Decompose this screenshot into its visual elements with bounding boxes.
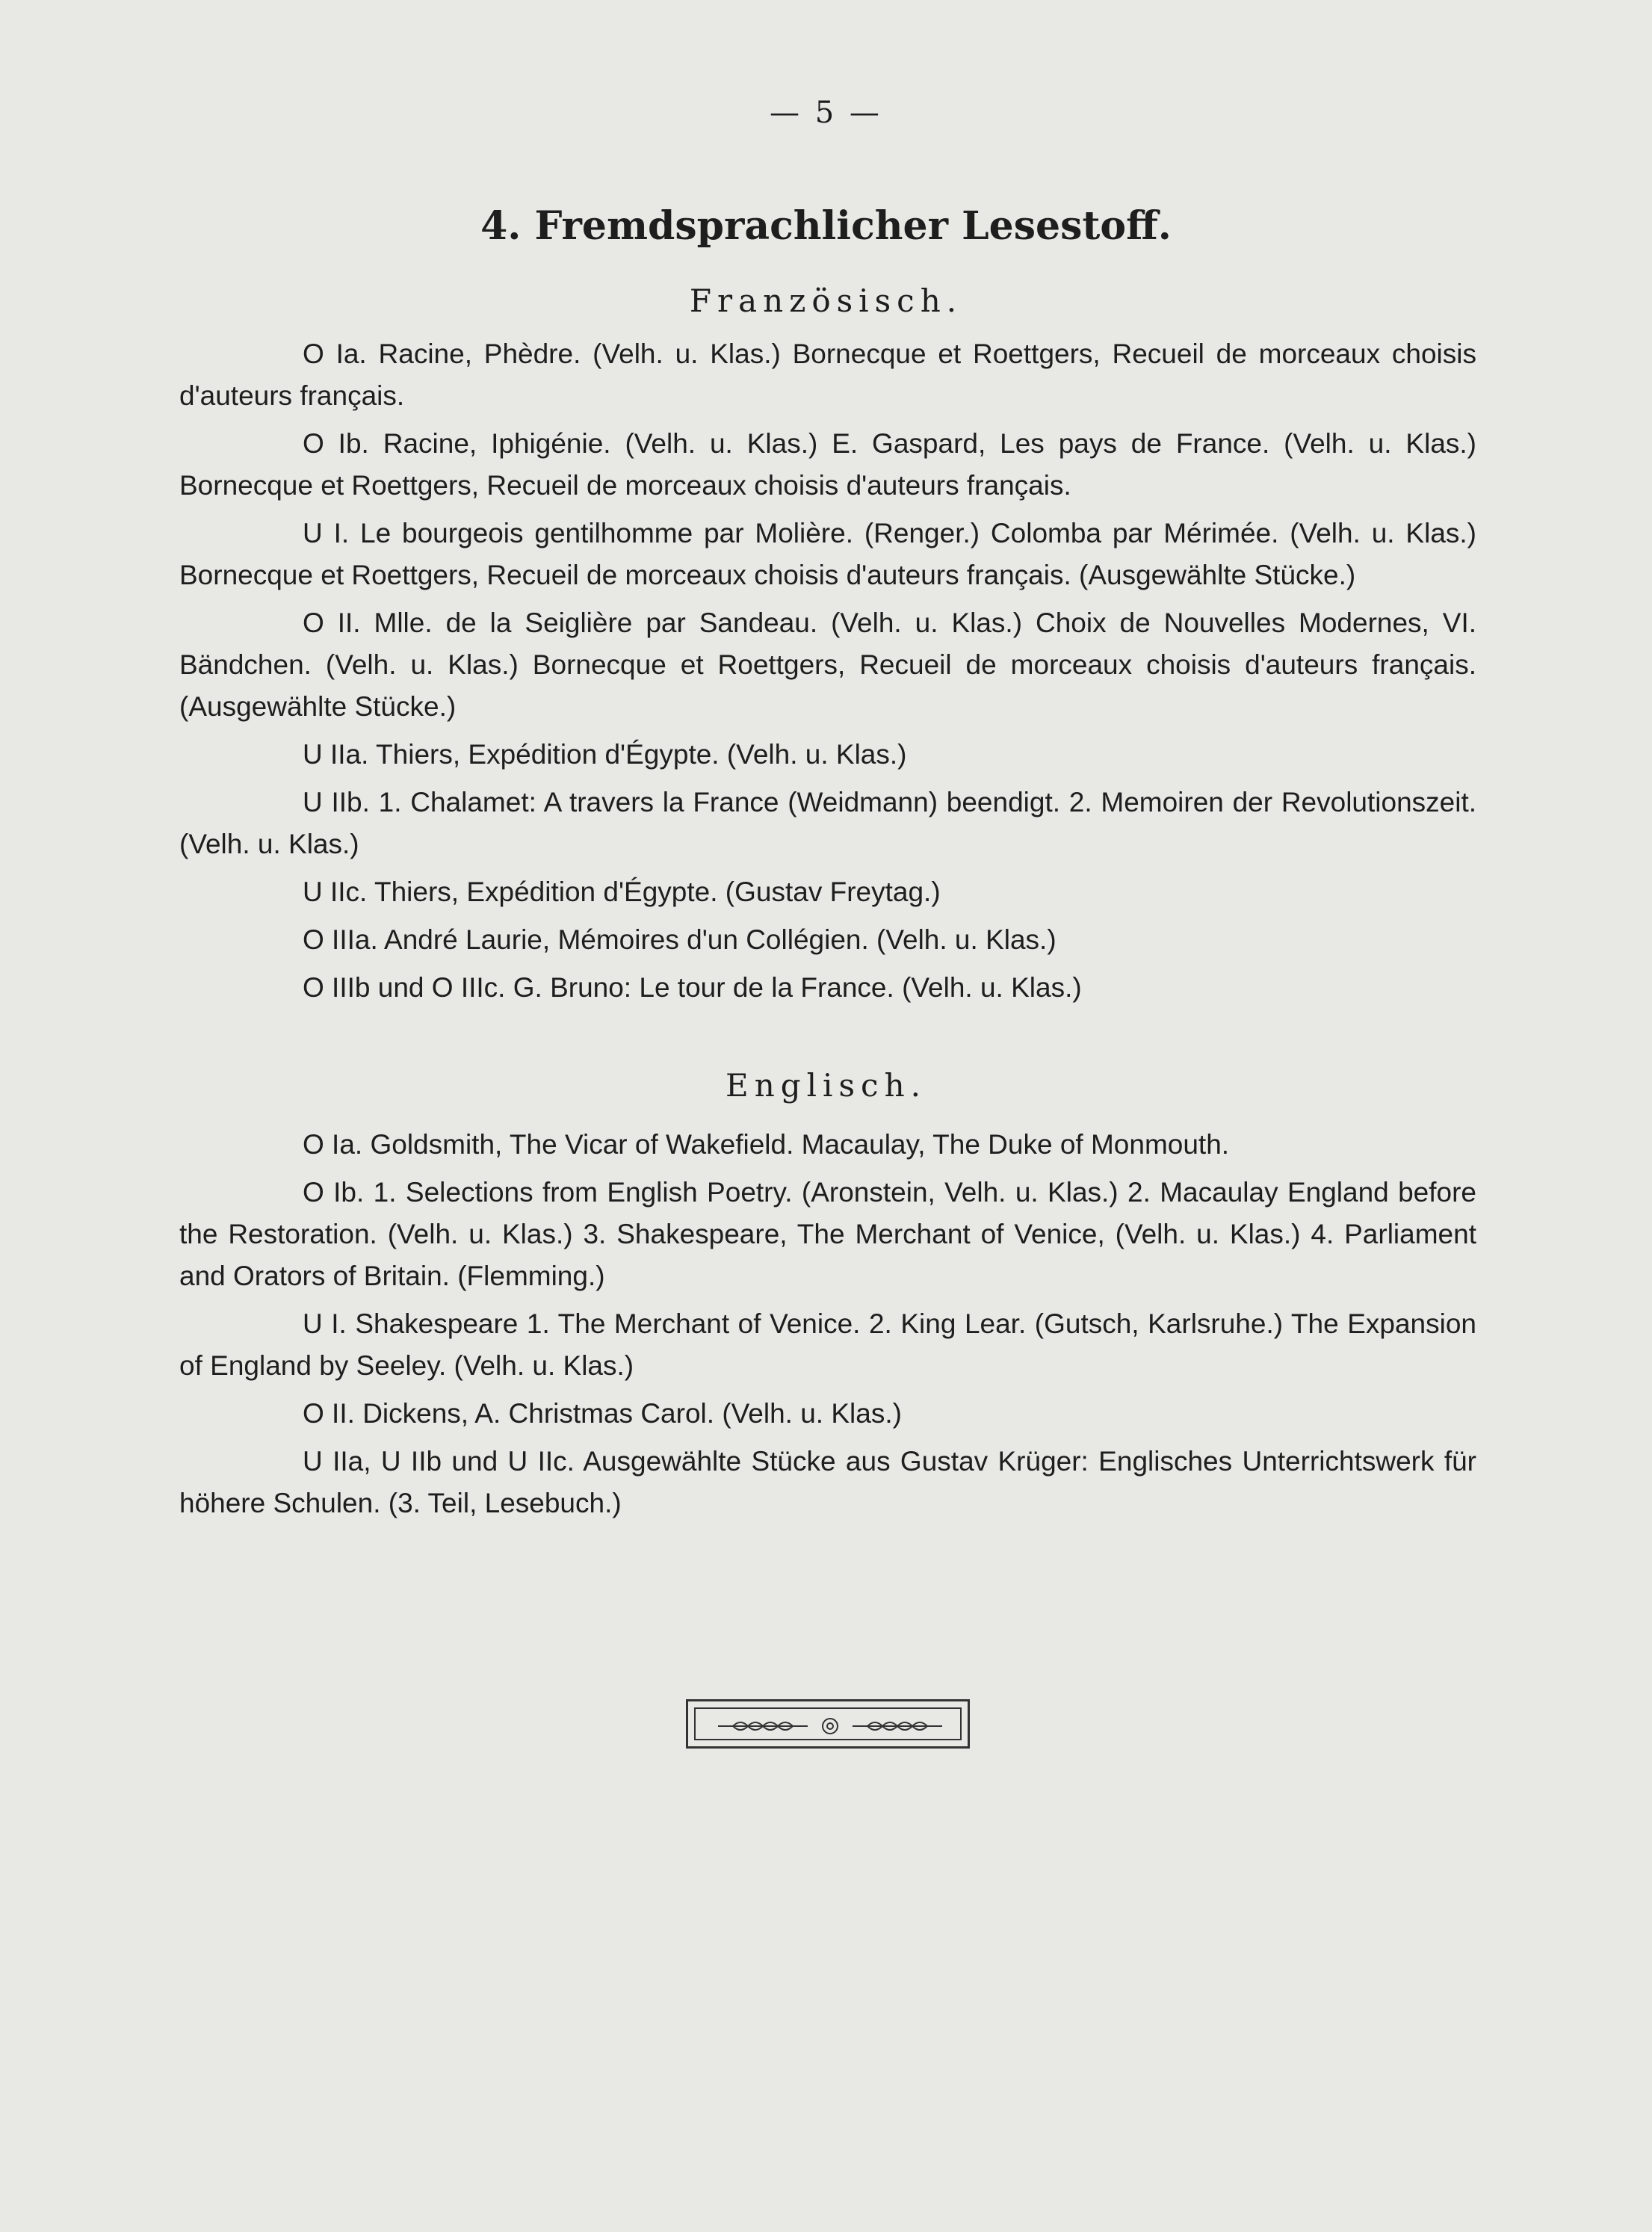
entry-class-code: U I. xyxy=(303,518,350,548)
entry-text: Shakespeare 1. The Merchant of Venice. 2. King Lear. (Gutsch, Karlsruhe.) The Expansion of England by Seeley. (Velh. u. Klas.) xyxy=(179,1308,1476,1381)
entry-class-code: O Ia. xyxy=(303,338,367,369)
entry-text: Racine, Iphigénie. (Velh. u. Klas.) E. Gaspard, Les pays de France. (Velh. u. Klas.) Bornecque et Roettgers, Recueil de morceaux choisis d'auteurs français. xyxy=(179,428,1476,501)
entry xyxy=(179,782,1476,865)
entry-text: Goldsmith, The Vicar of Wakefield. Macaulay, The Duke of Monmouth. xyxy=(370,1129,1230,1160)
entry-text: Ausgewählte Stücke aus Gustav Krüger: Englisches Unterrichtswerk für höhere Schulen. (3. Teil, Lesebuch.) xyxy=(179,1446,1476,1518)
entry-class-code: O IIIb und O IIIc. xyxy=(303,972,506,1003)
page-title: 4. Fremdsprachlicher Lesestoff. xyxy=(480,203,1172,249)
entry xyxy=(179,1393,1476,1435)
entry-text: Thiers, Expédition d'Égypte. (Gustav Freytag.) xyxy=(374,877,941,907)
section-heading-english: Englisch. xyxy=(726,1067,926,1104)
entry-text: André Laurie, Mémoires d'un Collégien. (Velh. u. Klas.) xyxy=(384,924,1057,955)
entry-text: Mlle. de la Seiglière par Sandeau. (Velh. u. Klas.) Choix de Nouvelles Modernes, VI. Bändchen. (Velh. u. Klas.) Bornecque et Roettgers, Recueil de morceaux choisis d'auteurs français. (Ausgewählte Stücke.) xyxy=(179,608,1477,722)
entry-class-code: O II. xyxy=(303,608,361,638)
entry xyxy=(179,967,1476,1009)
entry-class-code: O Ib. xyxy=(303,428,369,459)
entry xyxy=(179,1303,1476,1387)
entry-text: Le bourgeois gentilhomme par Molière. (Renger.) Colomba par Mérimée. (Velh. u. Klas.) Bornecque et Roettgers, Recueil de morceaux choisis d'auteurs français. (Ausgewählte Stücke.) xyxy=(179,518,1477,590)
decorative-ornament xyxy=(686,1699,970,1749)
entry-text: Dickens, A. Christmas Carol. (Velh. u. Klas.) xyxy=(362,1398,902,1429)
entry-text: 1. Chalamet: A travers la France (Weidmann) beendigt. 2. Memoiren der Revolutionszeit. (Velh. u. Klas.) xyxy=(179,787,1477,859)
entry xyxy=(179,871,1476,913)
entry-class-code: U IIb. xyxy=(303,787,370,817)
entry xyxy=(179,1441,1476,1524)
entry xyxy=(179,333,1476,417)
entry-class-code: O Ib. xyxy=(303,1177,365,1208)
entry-class-code: O IIIa. xyxy=(303,924,378,955)
entry-class-code: U I. xyxy=(303,1308,347,1339)
entry-class-code: U IIc. xyxy=(303,877,368,907)
entry-class-code: O II. xyxy=(303,1398,355,1429)
entry xyxy=(179,423,1476,507)
entry xyxy=(179,602,1476,728)
entry-text: Thiers, Expédition d'Égypte. (Velh. u. Klas.) xyxy=(376,739,907,770)
entry xyxy=(179,513,1476,596)
laurel-ornament-icon xyxy=(688,1701,972,1751)
entry-text: G. Bruno: Le tour de la France. (Velh. u. Klas.) xyxy=(513,972,1082,1003)
section-english xyxy=(179,1124,1476,1530)
section-heading-french: Französisch. xyxy=(689,282,963,319)
entry xyxy=(179,1124,1476,1166)
entry-class-code: O Ia. xyxy=(303,1129,363,1160)
entry-text: Racine, Phèdre. (Velh. u. Klas.) Bornecque et Roettgers, Recueil de morceaux choisis d'auteurs français. xyxy=(179,338,1476,411)
entry xyxy=(179,919,1476,961)
entry xyxy=(179,734,1476,776)
entry xyxy=(179,1172,1476,1297)
entry-class-code: U IIa. xyxy=(303,739,369,770)
entry-text: 1. Selections from English Poetry. (Aronstein, Velh. u. Klas.) 2. Macaulay England before the Restoration. (Velh. u. Klas.) 3. Shakespeare, The Merchant of Venice, (Velh. u. Klas.) 4. Parliament and Orators of Britain. (Flemming.) xyxy=(179,1177,1477,1291)
entry-class-code: U IIa, U IIb und U IIc. xyxy=(303,1446,575,1477)
section-french xyxy=(179,333,1476,1015)
page-number: — 5 — xyxy=(770,96,882,130)
